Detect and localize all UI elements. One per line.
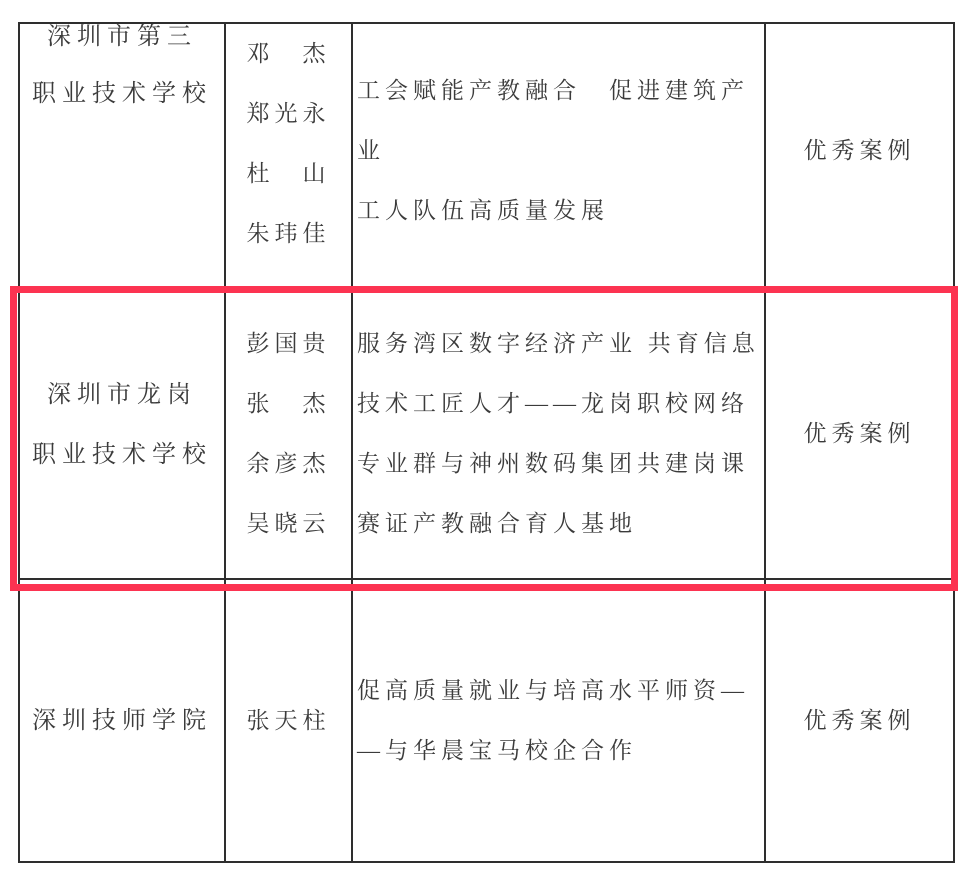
award-table [18,22,955,863]
author-name: 张天柱 [246,707,331,733]
author-name: 余彦杰 [246,451,331,476]
school-cell-row1 [20,24,226,290]
project-title-line: 服务湾区数字经济产业 共育信息 [357,331,760,356]
authors-cell-row1 [226,24,353,290]
author-name: 张 杰 [246,391,331,416]
author-name: 吴晓云 [246,511,331,536]
project-title-line: 技术工匠人才——龙岗职校网络 [357,391,749,416]
author-name: 朱玮佳 [246,221,331,246]
project-title-line: 促高质量就业与培高水平师资— [357,677,749,703]
school-name-line: 深圳技师学院 [32,707,212,734]
award-cell-row3 [766,580,953,861]
project-title-line: 工会赋能产教融合 促进建筑产业 [357,78,749,163]
project-title-line: 工人队伍高质量发展 [357,198,609,223]
school-name-line: 职业技术学校 [32,442,212,468]
project-cell-row2 [353,290,766,580]
award-label: 优秀案例 [803,707,916,733]
project-cell-row1 [353,24,766,290]
school-cell-row3 [20,580,226,861]
award-label: 优秀案例 [803,138,916,163]
author-name: 邓 杰 [246,41,331,66]
award-label: 优秀案例 [803,421,916,446]
project-cell-row3 [353,580,766,861]
award-cell-row2 [766,290,953,580]
author-name: 彭国贵 [246,331,331,356]
author-name: 郑光永 [246,101,331,126]
authors-cell-row2 [226,290,353,580]
school-name-line: 深圳市第三 [47,24,197,50]
authors-cell-row3 [226,580,353,861]
project-title-line: 专业群与神州数码集团共建岗课 [357,451,749,476]
school-name-line: 职业技术学校 [32,81,212,107]
school-name-line: 深圳市龙岗 [47,382,197,408]
award-cell-row1 [766,24,953,290]
project-title-line: —与华晨宝马校企合作 [357,737,637,763]
project-title-line: 赛证产教融合育人基地 [357,511,637,536]
author-name: 杜 山 [246,161,331,186]
school-cell-row2 [20,290,226,580]
